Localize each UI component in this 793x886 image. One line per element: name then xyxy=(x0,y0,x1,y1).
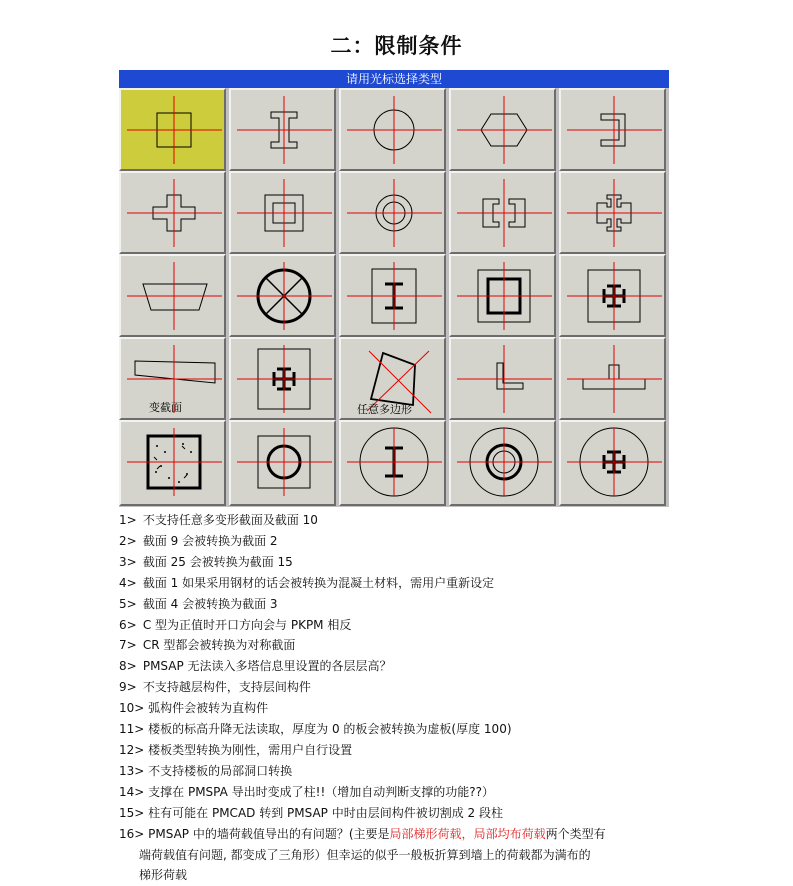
section-shape-icon xyxy=(231,339,338,419)
section-type-concrete-filled-section[interactable] xyxy=(119,420,226,506)
item-text: 柱有可能在 PMCAD 转到 PMSAP 中时由层间构件被切割成 2 段柱 xyxy=(148,805,503,820)
section-shape-icon xyxy=(451,339,558,419)
list-item xyxy=(119,803,679,824)
item-text-continuation: 端荷载值有问题, 都变成了三角形）但幸运的似乎一般板折算到墙上的荷载都为满布的 xyxy=(139,847,591,862)
list-item xyxy=(119,740,679,761)
section-shape-icon xyxy=(561,256,668,336)
section-shape-icon xyxy=(231,422,338,502)
section-type-channel-section[interactable] xyxy=(559,88,666,171)
item-number: 9> xyxy=(119,680,137,695)
item-text: 截面 4 会被转换为截面 3 xyxy=(142,596,278,611)
section-shape-icon xyxy=(341,422,448,502)
section-type-trapezoid-section[interactable] xyxy=(119,254,226,337)
item-text: 弧构件会被转为直构件 xyxy=(148,701,269,716)
item-text-continuation: 梯形荷载 xyxy=(139,868,188,883)
section-shape-icon xyxy=(451,173,558,253)
cell-label: 任意多边形 xyxy=(357,403,412,416)
section-shape-icon xyxy=(561,422,668,502)
section-type-circle-section[interactable] xyxy=(339,88,446,171)
item-number: 16> xyxy=(119,826,145,841)
list-item xyxy=(119,552,679,573)
item-number: 7> xyxy=(119,638,137,653)
section-shape-icon xyxy=(341,256,448,336)
limitations-list xyxy=(119,510,679,886)
section-type-spoke-circle-section[interactable] xyxy=(229,254,336,337)
item-number: 11> xyxy=(119,722,145,737)
section-shape-icon xyxy=(231,90,338,170)
section-type-cross-section[interactable] xyxy=(119,171,226,254)
item-text: 楼板类型转换为刚性，需用户自行设置 xyxy=(148,742,353,757)
highlighted-text: 局部梯形荷载 xyxy=(389,826,462,841)
section-shape-icon xyxy=(341,173,448,253)
section-shape-icon xyxy=(121,256,228,336)
list-item xyxy=(119,656,679,677)
section-shape-icon xyxy=(231,173,338,253)
list-item xyxy=(119,719,679,740)
section-type-box-in-square-section[interactable] xyxy=(449,254,556,337)
item-text: 截面 9 会被转换为截面 2 xyxy=(142,533,278,548)
item-text: CR 型都会被转换为对称截面 xyxy=(142,638,296,653)
list-item xyxy=(119,761,679,782)
list-item xyxy=(119,635,679,656)
section-type-ring-section[interactable] xyxy=(339,171,446,254)
section-type-cross-steel-section[interactable] xyxy=(559,171,666,254)
section-shape-icon xyxy=(121,90,228,170)
item-text: 不支持任意多变形截面及截面 10 xyxy=(142,513,318,527)
item-text: 不支持楼板的局部洞口转换 xyxy=(148,763,293,778)
item-number: 5> xyxy=(119,596,137,611)
item-text: PMSAP 无法读入多塔信息里设置的各层层高？ xyxy=(142,659,392,674)
section-shape-icon xyxy=(451,256,558,336)
section-shape-icon xyxy=(561,173,668,253)
section-shape-icon xyxy=(231,256,338,336)
list-item xyxy=(119,782,679,803)
list-item xyxy=(119,594,679,615)
section-type-grid xyxy=(119,88,669,507)
item-text-part: PMSAP 中的墙荷载值导出的有问题？(主要是 xyxy=(148,826,390,841)
section-shape-icon xyxy=(121,422,228,502)
item-text: 支撑在 PMSPA 导出时变成了柱!!（增加自动判断支撑的功能??） xyxy=(148,784,495,799)
list-item xyxy=(119,615,679,636)
section-type-i-beam-section[interactable] xyxy=(229,88,336,171)
section-type-encased-cross-section[interactable] xyxy=(229,337,336,420)
section-type-encased-i-section[interactable] xyxy=(339,254,446,337)
section-type-cross-in-circle-section[interactable] xyxy=(559,420,666,506)
item-text: 截面 25 会被转换为截面 15 xyxy=(142,554,293,569)
item-number: 15> xyxy=(119,805,145,820)
list-item xyxy=(119,531,679,552)
item-text-part: 两个类型有 xyxy=(545,826,606,841)
list-item xyxy=(119,698,679,719)
list-item xyxy=(119,573,679,594)
section-shape-icon xyxy=(451,90,558,170)
highlighted-separator: ， xyxy=(461,826,474,841)
page-title: 二：限制条件 xyxy=(330,34,463,58)
section-type-tee-section[interactable] xyxy=(559,337,666,420)
item-number: 3> xyxy=(119,554,137,569)
highlighted-text: 局部均布荷载 xyxy=(473,826,546,841)
section-shape-icon xyxy=(561,90,668,170)
item-number: 13> xyxy=(119,763,145,778)
section-shape-icon xyxy=(561,339,668,419)
section-type-circle-in-square-section[interactable] xyxy=(229,420,336,506)
section-type-double-channel-section[interactable] xyxy=(449,171,556,254)
section-type-ring-in-circle-section[interactable] xyxy=(449,420,556,506)
item-text: C 型为正值时开口方向会与 PKPM 相反 xyxy=(142,617,352,632)
list-item xyxy=(119,677,679,698)
item-text: 楼板的标高升降无法读取，厚度为 0 的板会被转换为虚板(厚度 100) xyxy=(148,722,512,737)
section-type-dialog xyxy=(119,70,669,507)
cell-label: 变截面 xyxy=(149,401,182,414)
item-number: 4> xyxy=(119,575,137,590)
item-number: 6> xyxy=(119,617,137,632)
item-number: 10> xyxy=(119,701,145,716)
list-item xyxy=(119,510,679,531)
section-type-steel-cross-in-square-section[interactable] xyxy=(559,254,666,337)
item-text: 不支持越层构件，支持层间构件 xyxy=(142,680,311,695)
item-number: 8> xyxy=(119,659,137,674)
section-type-polygon-section[interactable] xyxy=(339,337,446,420)
section-shape-icon xyxy=(451,422,558,502)
item-number: 2> xyxy=(119,533,137,548)
section-type-hexagon-section[interactable] xyxy=(449,88,556,171)
section-type-angle-section[interactable] xyxy=(449,337,556,420)
item-number: 14> xyxy=(119,784,145,799)
item-text: 截面 1 如果采用钢材的话会被转换为混凝土材料，需用户重新设定 xyxy=(142,575,495,590)
item-number: 12> xyxy=(119,742,145,757)
section-shape-icon xyxy=(341,90,448,170)
section-type-encased-i-circle-section[interactable] xyxy=(339,420,446,506)
list-item xyxy=(119,824,679,886)
section-shape-icon xyxy=(121,173,228,253)
item-number: 1> xyxy=(119,513,137,527)
section-type-variable-section[interactable] xyxy=(119,337,226,420)
dialog-title-bar: 请用光标选择类型 xyxy=(119,70,669,88)
section-type-square-section[interactable] xyxy=(119,88,226,171)
section-type-box-section[interactable] xyxy=(229,171,336,254)
